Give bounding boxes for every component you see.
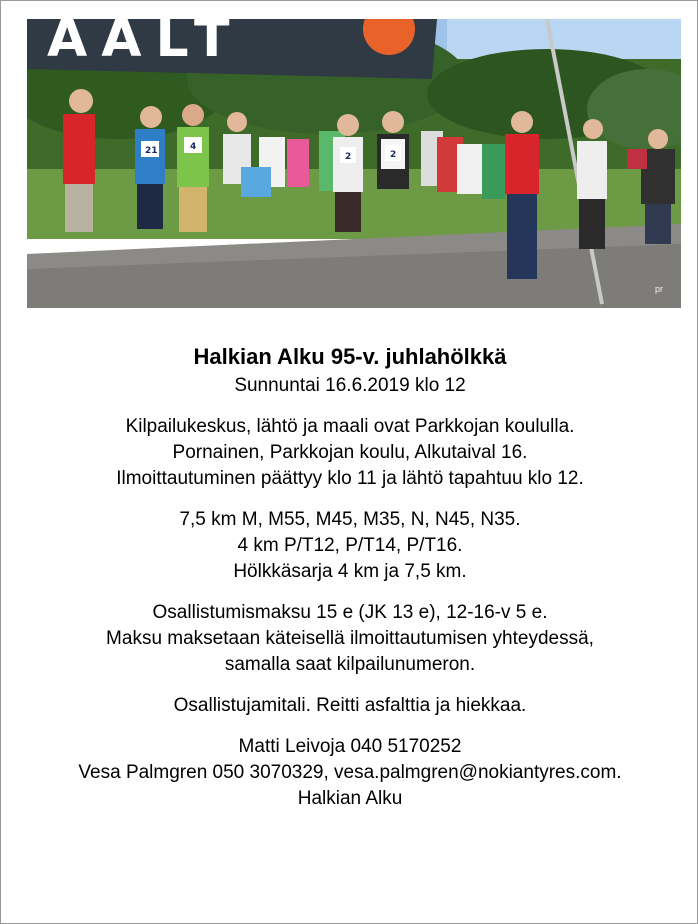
fees-section <box>1 600 698 678</box>
bib-number: 21 <box>145 146 158 156</box>
class-line: 7,5 km M, M55, M45, M35, N, N45, N35. <box>179 509 521 530</box>
contact-line: Matti Leivoja 040 5170252 <box>238 736 462 757</box>
bib-number: 2 <box>345 152 352 162</box>
classes-section <box>1 507 698 585</box>
race-start-photo <box>27 19 681 308</box>
class-line: Hölkkäsarja 4 km ja 7,5 km. <box>233 561 467 582</box>
event-title: Halkian Alku 95-v. juhlahölkkä <box>193 344 507 369</box>
contact-line: Halkian Alku <box>297 788 403 809</box>
venue-section <box>1 414 698 492</box>
bib-number: 2 <box>390 150 397 160</box>
contacts-section <box>1 734 698 812</box>
venue-line: Ilmoittautuminen päättyy klo 11 ja lähtö tapahtuu klo 12. <box>116 468 584 489</box>
event-date: Sunnuntai 16.6.2019 klo 12 <box>234 375 466 396</box>
class-line: 4 km P/T12, P/T14, P/T16. <box>237 535 463 556</box>
bib-number: 4 <box>190 142 197 152</box>
fee-line: samalla saat kilpailunumeron. <box>224 654 476 675</box>
event-details <box>1 341 698 812</box>
banner-text: AALT <box>47 19 244 69</box>
venue-line: Pornainen, Parkkojan koulu, Alkutaival 16. <box>172 442 528 463</box>
info-line: Osallistujamitali. Reitti asfalttia ja hiekkaa. <box>173 695 527 716</box>
venue-line: Kilpailukeskus, lähtö ja maali ovat Parkkojan koululla. <box>125 416 575 437</box>
fee-line: Maksu maksetaan käteisellä ilmoittautumisen yhteydessä, <box>106 628 594 649</box>
photo-credit: pr <box>654 284 663 294</box>
fee-line: Osallistumismaksu 15 e (JK 13 e), 12-16-v 5 e. <box>152 602 548 623</box>
contact-line: Vesa Palmgren 050 3070329, vesa.palmgren@nokiantyres.com. <box>78 762 622 783</box>
info-section <box>1 693 698 719</box>
